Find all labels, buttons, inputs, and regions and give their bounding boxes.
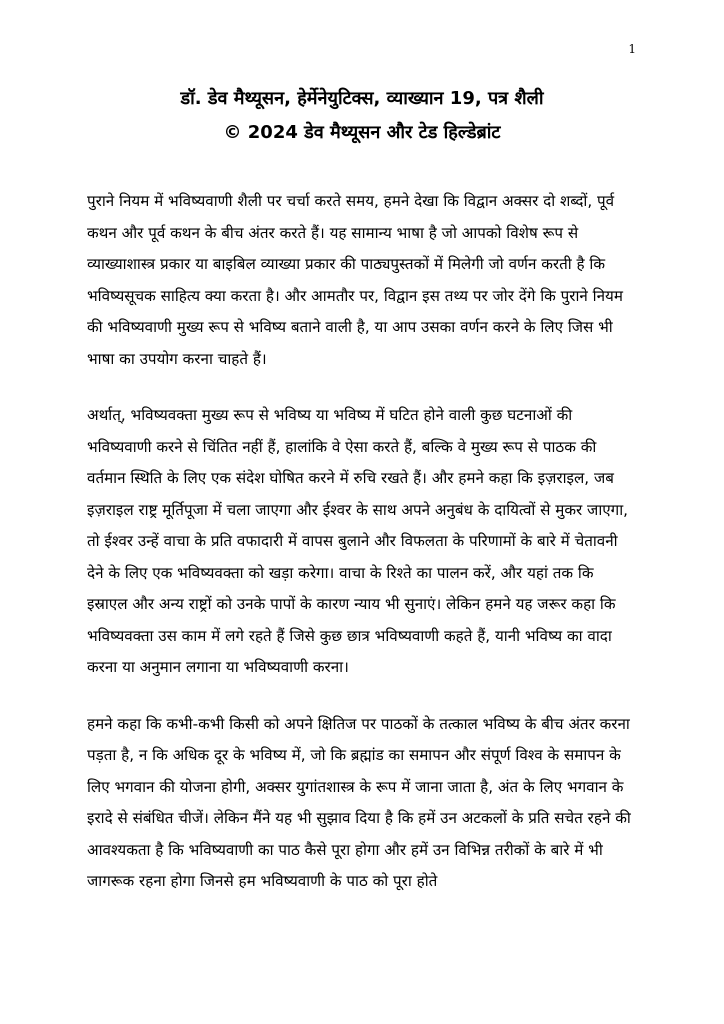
paragraph-3: हमने कहा कि कभी-कभी किसी को अपने क्षितिज पर पाठकों के तत्काल भविष्य के बीच अंतर करना पड़ता है, न कि अधिक दूर के भविष्य में, जो कि ब्रह्मांड का समापन और संपूर्ण विश्व के समापन के लिए भगवान की योजना होगी, अक्सर युगांतशास्त्र के रूप में जाना जाता है, अंत के लिए भगवान के इरादे से संबंधित चीजें। लेकिन मैंने यह भी सुझाव दिया है कि हमें उन अटकलों के प्रति सचेत रहने की आवश्यकता है कि भविष्यवाणी का पाठ कैसे पूरा होगा और हमें उन विभिन्न तरीकों के बारे में भी जागरूक रहना होगा जिनसे हम भविष्यवाणी के पाठ को पूरा होते (87, 714, 631, 890)
document-header (0, 82, 724, 150)
document-body (87, 186, 637, 923)
paragraph-1: पुराने नियम में भविष्यवाणी शैली पर चर्चा करते समय, हमने देखा कि विद्वान अक्सर दो शब्दों, पूर्व कथन और पूर्व कथन के बीच अंतर करते हैं। यह सामान्य भाषा है जो आपको विशेष रूप से व्याख्याशास्त्र प्रकार या बाइबिल व्याख्या प्रकार की पाठ्यपुस्तकों में मिलेगी जो वर्णन करती है कि भविष्यसूचक साहित्य क्या करता है। और आमतौर पर, विद्वान इस तथ्य पर जोर देंगे कि पुराने नियम की भविष्यवाणी मुख्य रूप से भविष्य बताने वाली है, या आप उसका वर्णन करने के लिए जिस भी भाषा का उपयोग करना चाहते हैं। (87, 192, 623, 368)
document-title: डॉ. डेव मैथ्यूसन, हेर्मेनेयुटिक्स, व्याख्यान 19, पत्र शैली (180, 88, 544, 109)
paragraph-2: अर्थात्, भविष्यवक्ता मुख्य रूप से भविष्य या भविष्य में घटित होने वाली कुछ घटनाओं की भविष्यवाणी करने से चिंतित नहीं हैं, हालांकि वे ऐसा करते हैं, बल्कि वे मुख्य रूप से पाठक की वर्तमान स्थिति के लिए एक संदेश घोषित करने में रुचि रखते हैं। और हमने कहा कि इज़राइल, जब इज़राइल राष्ट्र मूर्तिपूजा में चला जाएगा और ईश्वर के साथ अपने अनुबंध के दायित्वों से मुकर जाएगा, तो ईश्वर उन्हें वाचा के प्रति वफादारी में वापस बुलाने और विफलता के परिणामों के बारे में चेतावनी देने के लिए एक भविष्यवक्ता को खड़ा करेगा। वाचा के रिश्ते का पालन करें, और यहां तक कि इस्राएल और अन्य राष्ट्रों को उनके पापों के कारण न्याय भी सुनाएं। लेकिन हमने यह जरूर कहा कि भविष्यवक्ता उस काम में लगे रहते हैं जिसे कुछ छात्र भविष्यवाणी कहते हैं, यानी भविष्य का वादा करना या अनुमान लगाना या भविष्यवाणी करना। (87, 406, 628, 676)
copyright-line: © 2024 डेव मैथ्यूसन और टेड हिल्डेब्रांट (223, 122, 501, 143)
page-number: 1 (628, 42, 636, 56)
